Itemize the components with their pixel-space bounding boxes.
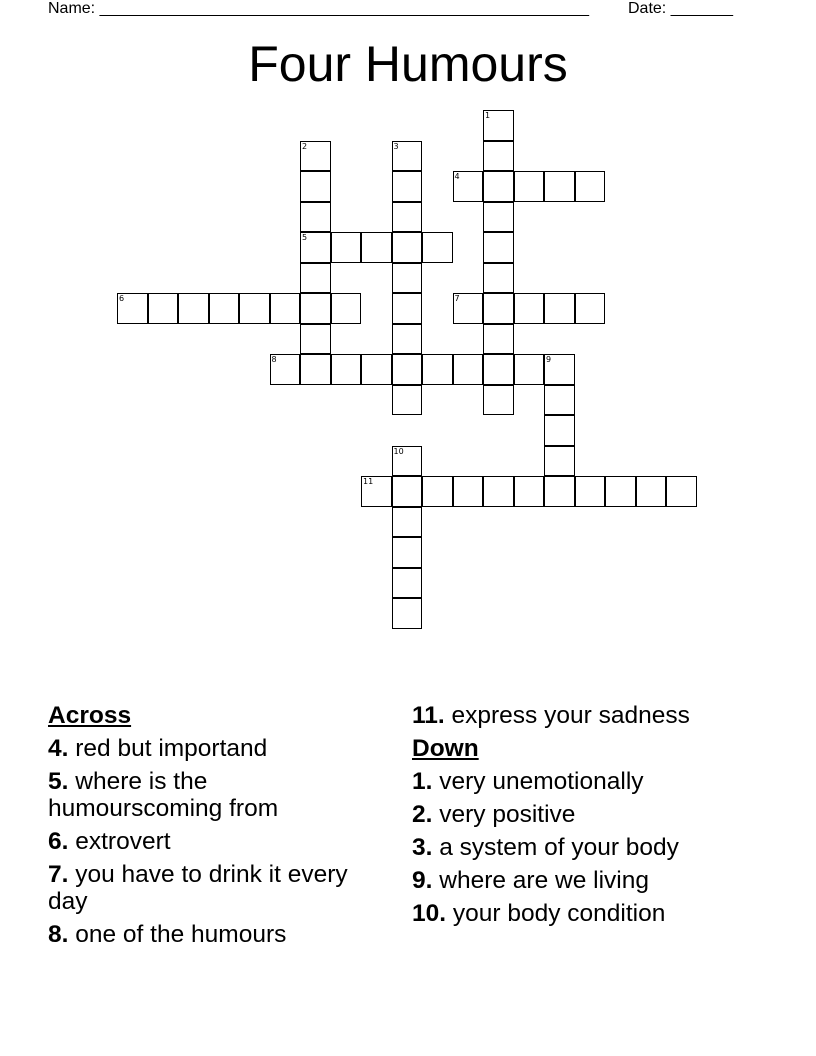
- grid-cell[interactable]: [392, 263, 423, 294]
- across-heading: Across: [48, 702, 132, 729]
- cell-number: 2: [302, 141, 308, 151]
- name-field-label: Name: _______________________________________________________: [48, 0, 589, 17]
- down-heading: Down: [412, 735, 479, 762]
- cell-number: 3: [393, 141, 399, 151]
- cell-number: 8: [271, 355, 277, 364]
- grid-cell[interactable]: [361, 476, 392, 507]
- clue-text: red but importand: [68, 735, 268, 762]
- grid-cell[interactable]: [392, 293, 423, 324]
- grid-cell[interactable]: [514, 476, 545, 507]
- date-field-label: Date: _______: [628, 0, 733, 17]
- grid-cell[interactable]: [483, 324, 514, 355]
- grid-cell[interactable]: [300, 232, 331, 263]
- grid-cell[interactable]: [544, 415, 575, 446]
- clue-number: 5.: [48, 768, 69, 795]
- cell-number: 6: [119, 294, 125, 303]
- grid-cell[interactable]: [209, 293, 240, 324]
- grid-cell[interactable]: [453, 293, 484, 324]
- across-clue: [48, 921, 358, 948]
- grid-cell[interactable]: [636, 476, 667, 507]
- grid-cell[interactable]: [361, 232, 392, 263]
- clue-number: 3.: [412, 834, 433, 861]
- down-clue: [412, 768, 792, 795]
- clue-text: very positive: [432, 801, 576, 828]
- across-clue: [48, 861, 358, 915]
- clue-text: where are we living: [432, 867, 649, 894]
- grid-cell[interactable]: [392, 232, 423, 263]
- grid-cell[interactable]: [392, 385, 423, 416]
- grid-cell[interactable]: [331, 293, 362, 324]
- grid-cell[interactable]: [331, 354, 362, 385]
- grid-cell[interactable]: [148, 293, 179, 324]
- grid-cell[interactable]: [300, 293, 331, 324]
- grid-cell[interactable]: [300, 202, 331, 233]
- clue-number: 2.: [412, 801, 433, 828]
- grid-cell[interactable]: [422, 232, 453, 263]
- grid-cell[interactable]: [575, 171, 606, 202]
- grid-cell[interactable]: [605, 476, 636, 507]
- grid-cell[interactable]: [483, 141, 514, 172]
- clue-text: you have to drink it every day: [48, 861, 348, 915]
- clue-text: where is the humourscoming from: [48, 768, 279, 822]
- grid-cell[interactable]: [392, 476, 423, 507]
- clues-right-column: [412, 702, 792, 933]
- grid-cell[interactable]: [453, 476, 484, 507]
- puzzle-title: Four Humours: [248, 36, 568, 92]
- grid-cell[interactable]: [483, 354, 514, 385]
- grid-cell[interactable]: [483, 476, 514, 507]
- grid-cell[interactable]: [483, 385, 514, 416]
- clues-left-column: [48, 702, 358, 954]
- grid-cell[interactable]: [453, 354, 484, 385]
- grid-cell[interactable]: [544, 385, 575, 416]
- clue-number: 11.: [412, 702, 445, 729]
- cell-number: 10: [393, 446, 404, 456]
- clue-number: 8.: [48, 921, 69, 948]
- grid-cell[interactable]: [392, 537, 423, 568]
- grid-cell[interactable]: [178, 293, 209, 324]
- grid-cell[interactable]: [392, 507, 423, 538]
- grid-cell[interactable]: [483, 263, 514, 294]
- grid-cell[interactable]: [392, 324, 423, 355]
- grid-cell[interactable]: [331, 232, 362, 263]
- grid-cell[interactable]: [483, 202, 514, 233]
- grid-cell[interactable]: [392, 446, 423, 477]
- clue-text: very unemotionally: [432, 768, 644, 795]
- grid-cell[interactable]: [361, 354, 392, 385]
- down-clue: [412, 867, 792, 894]
- across-clue: [48, 768, 358, 822]
- grid-cell[interactable]: [666, 476, 697, 507]
- clue-text: extrovert: [68, 828, 171, 855]
- grid-cell[interactable]: [392, 568, 423, 599]
- clue-text: your body condition: [446, 900, 666, 927]
- cell-number: 11: [363, 477, 374, 486]
- grid-cell[interactable]: [300, 324, 331, 355]
- grid-cell[interactable]: [117, 293, 148, 324]
- grid-cell[interactable]: [392, 354, 423, 385]
- clue-text: a system of your body: [432, 834, 679, 861]
- grid-cell[interactable]: [239, 293, 270, 324]
- cell-number: 7: [454, 294, 460, 303]
- clue-number: 6.: [48, 828, 69, 855]
- grid-cell[interactable]: [300, 141, 331, 172]
- grid-cell[interactable]: [575, 476, 606, 507]
- clue-text: one of the humours: [68, 921, 287, 948]
- cell-number: 5: [302, 233, 308, 242]
- cell-number: 1: [485, 111, 491, 120]
- grid-cell[interactable]: [392, 202, 423, 233]
- grid-cell[interactable]: [483, 293, 514, 324]
- across-clue: [48, 828, 358, 855]
- grid-cell[interactable]: [483, 171, 514, 202]
- down-clue: [412, 834, 792, 861]
- down-clue: [412, 900, 792, 927]
- grid-cell[interactable]: [483, 232, 514, 263]
- grid-cell[interactable]: [453, 171, 484, 202]
- down-clue: [412, 801, 792, 828]
- grid-cell[interactable]: [544, 171, 575, 202]
- grid-cell[interactable]: [514, 354, 545, 385]
- clue-text: express your sadness: [444, 702, 690, 729]
- clue-number: 4.: [48, 735, 69, 762]
- clue-number: 7.: [48, 861, 69, 888]
- grid-cell[interactable]: [514, 171, 545, 202]
- grid-cell[interactable]: [575, 293, 606, 324]
- grid-cell[interactable]: [300, 354, 331, 385]
- across-clue: [412, 702, 792, 729]
- grid-cell[interactable]: [392, 598, 423, 629]
- grid-cell[interactable]: [544, 354, 575, 385]
- grid-cell[interactable]: [544, 293, 575, 324]
- grid-cell[interactable]: [392, 141, 423, 172]
- grid-cell[interactable]: [422, 476, 453, 507]
- clue-number: 1.: [412, 768, 433, 795]
- cell-number: 4: [454, 172, 460, 181]
- grid-cell[interactable]: [270, 293, 301, 324]
- across-clue: [48, 735, 358, 762]
- grid-cell[interactable]: [544, 476, 575, 507]
- grid-cell[interactable]: [300, 263, 331, 294]
- clue-number: 10.: [412, 900, 447, 927]
- grid-cell[interactable]: [422, 354, 453, 385]
- grid-cell[interactable]: [514, 293, 545, 324]
- grid-cell[interactable]: [392, 171, 423, 202]
- grid-cell[interactable]: [483, 110, 514, 141]
- grid-cell[interactable]: [300, 171, 331, 202]
- grid-cell[interactable]: [270, 354, 301, 385]
- cell-number: 9: [546, 355, 552, 364]
- clue-number: 9.: [412, 867, 433, 894]
- grid-cell[interactable]: [544, 446, 575, 477]
